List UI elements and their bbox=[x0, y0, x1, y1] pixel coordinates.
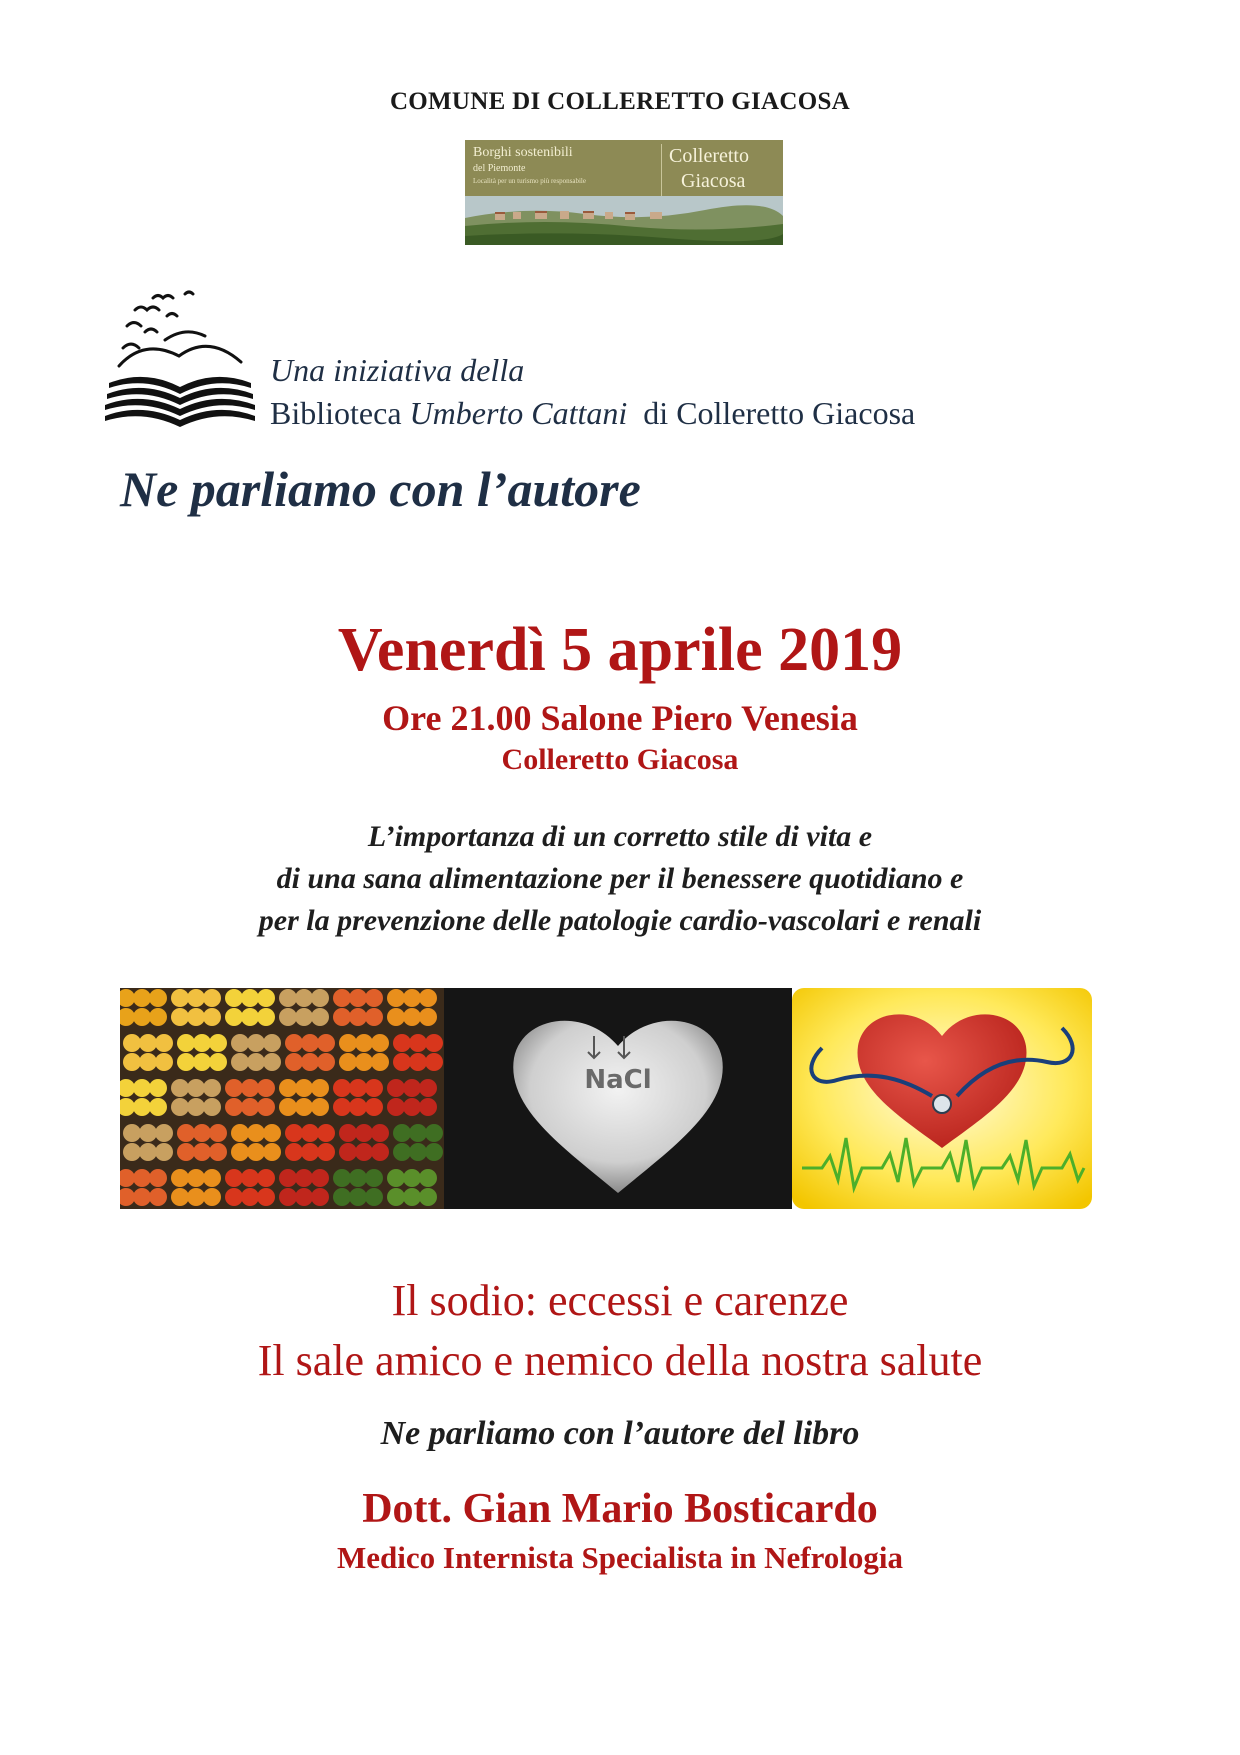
produce-item bbox=[403, 1079, 421, 1097]
produce-item bbox=[257, 1188, 275, 1206]
produce-item bbox=[295, 1098, 313, 1116]
produce-item bbox=[149, 1098, 167, 1116]
borghi-line1: Borghi sostenibili bbox=[473, 145, 573, 160]
produce-item bbox=[123, 1124, 141, 1142]
produce-item bbox=[231, 1053, 249, 1071]
produce-item bbox=[177, 1034, 195, 1052]
talk-title-line1: Il sodio: eccessi e carenze bbox=[391, 1276, 849, 1325]
event-town: Colleretto Giacosa bbox=[501, 743, 739, 776]
produce-item bbox=[203, 1188, 221, 1206]
produce-item bbox=[247, 1124, 265, 1142]
photo-strip bbox=[120, 988, 1092, 1209]
produce-item bbox=[139, 1053, 157, 1071]
produce-item bbox=[177, 1143, 195, 1161]
produce-item bbox=[155, 1143, 173, 1161]
produce-item bbox=[365, 1008, 383, 1026]
subtitle-line3: per la prevenzione delle patologie cardio-vascolari e renali bbox=[258, 904, 982, 937]
produce-item bbox=[371, 1034, 389, 1052]
produce-item bbox=[187, 1079, 205, 1097]
produce-item bbox=[241, 1188, 259, 1206]
produce-item bbox=[425, 1053, 443, 1071]
produce-item bbox=[419, 989, 437, 1007]
produce-item bbox=[177, 1124, 195, 1142]
book-intro: Ne parliamo con l’autore del libro bbox=[380, 1415, 860, 1452]
produce-item bbox=[355, 1053, 373, 1071]
produce-item bbox=[193, 1124, 211, 1142]
produce-item bbox=[171, 1098, 189, 1116]
produce-item bbox=[365, 1169, 383, 1187]
produce-item bbox=[333, 1079, 351, 1097]
produce-item bbox=[365, 989, 383, 1007]
produce-item bbox=[419, 1169, 437, 1187]
produce-item bbox=[349, 989, 367, 1007]
produce-item bbox=[247, 1034, 265, 1052]
produce-item bbox=[231, 1124, 249, 1142]
produce-item bbox=[311, 1008, 329, 1026]
produce-item bbox=[133, 1169, 151, 1187]
produce-item bbox=[241, 1079, 259, 1097]
produce-item bbox=[263, 1034, 281, 1052]
produce-item bbox=[403, 989, 421, 1007]
landscape-photo bbox=[465, 196, 783, 245]
produce-item bbox=[349, 1188, 367, 1206]
produce-item bbox=[257, 989, 275, 1007]
produce-item bbox=[387, 989, 405, 1007]
produce-item bbox=[285, 1143, 303, 1161]
library-name-suffix: di Colleretto Giacosa bbox=[643, 395, 916, 431]
produce-item bbox=[133, 1098, 151, 1116]
produce-item bbox=[333, 1169, 351, 1187]
produce-item bbox=[187, 989, 205, 1007]
produce-item bbox=[149, 1079, 167, 1097]
produce-item bbox=[365, 1079, 383, 1097]
produce-item bbox=[311, 1079, 329, 1097]
produce-item bbox=[155, 1034, 173, 1052]
produce-item bbox=[123, 1053, 141, 1071]
library-name bbox=[270, 395, 915, 432]
produce-item bbox=[149, 989, 167, 1007]
produce-item bbox=[123, 1143, 141, 1161]
produce-item bbox=[133, 989, 151, 1007]
produce-item bbox=[355, 1124, 373, 1142]
produce-item bbox=[241, 1098, 259, 1116]
produce-item bbox=[311, 989, 329, 1007]
produce-item bbox=[279, 1079, 297, 1097]
produce-item bbox=[349, 1169, 367, 1187]
produce-item bbox=[301, 1143, 319, 1161]
produce-item bbox=[425, 1124, 443, 1142]
author-role: Medico Internista Specialista in Nefrologia bbox=[337, 1540, 903, 1575]
produce-item bbox=[393, 1143, 411, 1161]
produce-item bbox=[241, 1169, 259, 1187]
produce-item bbox=[333, 989, 351, 1007]
produce-item bbox=[317, 1143, 335, 1161]
produce-item bbox=[295, 1079, 313, 1097]
produce-item bbox=[187, 1188, 205, 1206]
produce-item bbox=[387, 1098, 405, 1116]
produce-item bbox=[349, 1008, 367, 1026]
produce-item bbox=[193, 1034, 211, 1052]
produce-item bbox=[295, 1169, 313, 1187]
produce-item bbox=[279, 989, 297, 1007]
produce-item bbox=[393, 1124, 411, 1142]
produce-item bbox=[339, 1034, 357, 1052]
produce-item bbox=[285, 1053, 303, 1071]
library-name-italic: Umberto Cattani bbox=[409, 395, 628, 431]
produce-item bbox=[349, 1098, 367, 1116]
produce-item bbox=[171, 1008, 189, 1026]
produce-item bbox=[387, 1169, 405, 1187]
produce-item bbox=[263, 1053, 281, 1071]
produce-item bbox=[225, 1098, 243, 1116]
borghi-town-line2: Giacosa bbox=[681, 170, 746, 192]
produce-item bbox=[171, 989, 189, 1007]
produce-item bbox=[387, 1008, 405, 1026]
borghi-line3: Località per un turismo più responsabile bbox=[473, 177, 586, 185]
produce-item bbox=[209, 1034, 227, 1052]
produce-item bbox=[339, 1053, 357, 1071]
produce-item bbox=[187, 1008, 205, 1026]
produce-item bbox=[301, 1053, 319, 1071]
produce-item bbox=[171, 1169, 189, 1187]
produce-item bbox=[279, 1098, 297, 1116]
produce-item bbox=[295, 1008, 313, 1026]
produce-item bbox=[203, 1169, 221, 1187]
produce-item bbox=[349, 1079, 367, 1097]
produce-item bbox=[209, 1053, 227, 1071]
produce-item bbox=[393, 1034, 411, 1052]
produce-item bbox=[295, 989, 313, 1007]
produce-item bbox=[371, 1124, 389, 1142]
produce-item bbox=[339, 1143, 357, 1161]
produce-item bbox=[333, 1098, 351, 1116]
produce-item bbox=[155, 1124, 173, 1142]
produce-item bbox=[241, 1008, 259, 1026]
produce-item bbox=[317, 1034, 335, 1052]
produce-item bbox=[225, 1008, 243, 1026]
event-time-place: Ore 21.00 Salone Piero Venesia bbox=[382, 698, 858, 738]
produce-item bbox=[419, 1188, 437, 1206]
produce-item bbox=[333, 1008, 351, 1026]
produce-item bbox=[123, 1034, 141, 1052]
produce-item bbox=[203, 989, 221, 1007]
produce-item bbox=[311, 1169, 329, 1187]
produce-item bbox=[403, 1188, 421, 1206]
produce-item bbox=[279, 1188, 297, 1206]
produce-item bbox=[311, 1188, 329, 1206]
produce-item bbox=[365, 1188, 383, 1206]
produce-item bbox=[193, 1053, 211, 1071]
produce-item bbox=[339, 1124, 357, 1142]
produce-item bbox=[133, 1188, 151, 1206]
produce-item bbox=[285, 1124, 303, 1142]
produce-item bbox=[225, 1079, 243, 1097]
produce-item bbox=[149, 1008, 167, 1026]
produce-item bbox=[225, 1188, 243, 1206]
series-title: Ne parliamo con l’autore bbox=[120, 461, 641, 517]
produce-item bbox=[139, 1124, 157, 1142]
produce-item bbox=[403, 1008, 421, 1026]
borghi-line2: del Piemonte bbox=[473, 163, 526, 174]
produce-item bbox=[257, 1079, 275, 1097]
produce-item bbox=[247, 1053, 265, 1071]
produce-item bbox=[203, 1079, 221, 1097]
borghi-sostenibili-logo bbox=[465, 140, 783, 245]
produce-item bbox=[231, 1034, 249, 1052]
produce-item bbox=[333, 1188, 351, 1206]
produce-item bbox=[139, 1143, 157, 1161]
produce-item bbox=[393, 1053, 411, 1071]
author-name: Dott. Gian Mario Bosticardo bbox=[362, 1486, 878, 1532]
produce-item bbox=[403, 1169, 421, 1187]
produce-item bbox=[279, 1169, 297, 1187]
produce-item bbox=[355, 1034, 373, 1052]
produce-item bbox=[193, 1143, 211, 1161]
subtitle-line2: di una sana alimentazione per il benessere quotidiano e bbox=[276, 862, 964, 895]
produce-item bbox=[139, 1034, 157, 1052]
produce-item bbox=[247, 1143, 265, 1161]
produce-item bbox=[425, 1034, 443, 1052]
produce-item bbox=[419, 1008, 437, 1026]
produce-item bbox=[187, 1098, 205, 1116]
produce-item bbox=[311, 1098, 329, 1116]
produce-item bbox=[155, 1053, 173, 1071]
produce-item bbox=[149, 1188, 167, 1206]
event-date: Venerdì 5 aprile 2019 bbox=[337, 616, 903, 684]
produce-item bbox=[231, 1143, 249, 1161]
produce-item bbox=[403, 1098, 421, 1116]
nacl-label: NaCl bbox=[584, 1065, 652, 1095]
produce-item bbox=[419, 1079, 437, 1097]
produce-item bbox=[263, 1143, 281, 1161]
produce-item bbox=[365, 1098, 383, 1116]
produce-item bbox=[225, 989, 243, 1007]
produce-item bbox=[285, 1034, 303, 1052]
produce-item bbox=[171, 1188, 189, 1206]
vegetables-market-photo bbox=[120, 988, 444, 1209]
produce-item bbox=[241, 989, 259, 1007]
produce-item bbox=[257, 1008, 275, 1026]
produce-item bbox=[295, 1188, 313, 1206]
borghi-town-line1: Colleretto bbox=[669, 145, 749, 167]
produce-item bbox=[409, 1053, 427, 1071]
produce-item bbox=[371, 1143, 389, 1161]
produce-item bbox=[209, 1143, 227, 1161]
produce-item bbox=[263, 1124, 281, 1142]
produce-item bbox=[257, 1169, 275, 1187]
produce-item bbox=[203, 1098, 221, 1116]
produce-item bbox=[301, 1124, 319, 1142]
produce-item bbox=[409, 1124, 427, 1142]
produce-item bbox=[425, 1143, 443, 1161]
produce-item bbox=[317, 1124, 335, 1142]
talk-title-line2: Il sale amico e nemico della nostra salute bbox=[257, 1336, 983, 1385]
library-book-logo bbox=[105, 288, 255, 438]
produce-item bbox=[387, 1079, 405, 1097]
heart-stethoscope-photo bbox=[792, 988, 1092, 1209]
produce-item bbox=[133, 1079, 151, 1097]
produce-item bbox=[301, 1034, 319, 1052]
produce-item bbox=[419, 1098, 437, 1116]
produce-item bbox=[133, 1008, 151, 1026]
produce-item bbox=[177, 1053, 195, 1071]
produce-item bbox=[203, 1008, 221, 1026]
produce-item bbox=[149, 1169, 167, 1187]
produce-item bbox=[317, 1053, 335, 1071]
produce-item bbox=[171, 1079, 189, 1097]
comune-heading: COMUNE DI COLLERETTO GIACOSA bbox=[389, 88, 851, 115]
produce-item bbox=[409, 1143, 427, 1161]
produce-item bbox=[225, 1169, 243, 1187]
produce-item bbox=[371, 1053, 389, 1071]
salt-heart-photo bbox=[444, 988, 792, 1209]
produce-item bbox=[257, 1098, 275, 1116]
initiative-label: Una iniziativa della bbox=[270, 352, 525, 388]
produce-item bbox=[187, 1169, 205, 1187]
produce-item bbox=[387, 1188, 405, 1206]
produce-item bbox=[209, 1124, 227, 1142]
library-name-prefix: Biblioteca bbox=[270, 395, 402, 431]
produce-item bbox=[355, 1143, 373, 1161]
produce-item bbox=[279, 1008, 297, 1026]
produce-item bbox=[409, 1034, 427, 1052]
subtitle-line1: L’importanza di un corretto stile di vita e bbox=[367, 820, 873, 853]
